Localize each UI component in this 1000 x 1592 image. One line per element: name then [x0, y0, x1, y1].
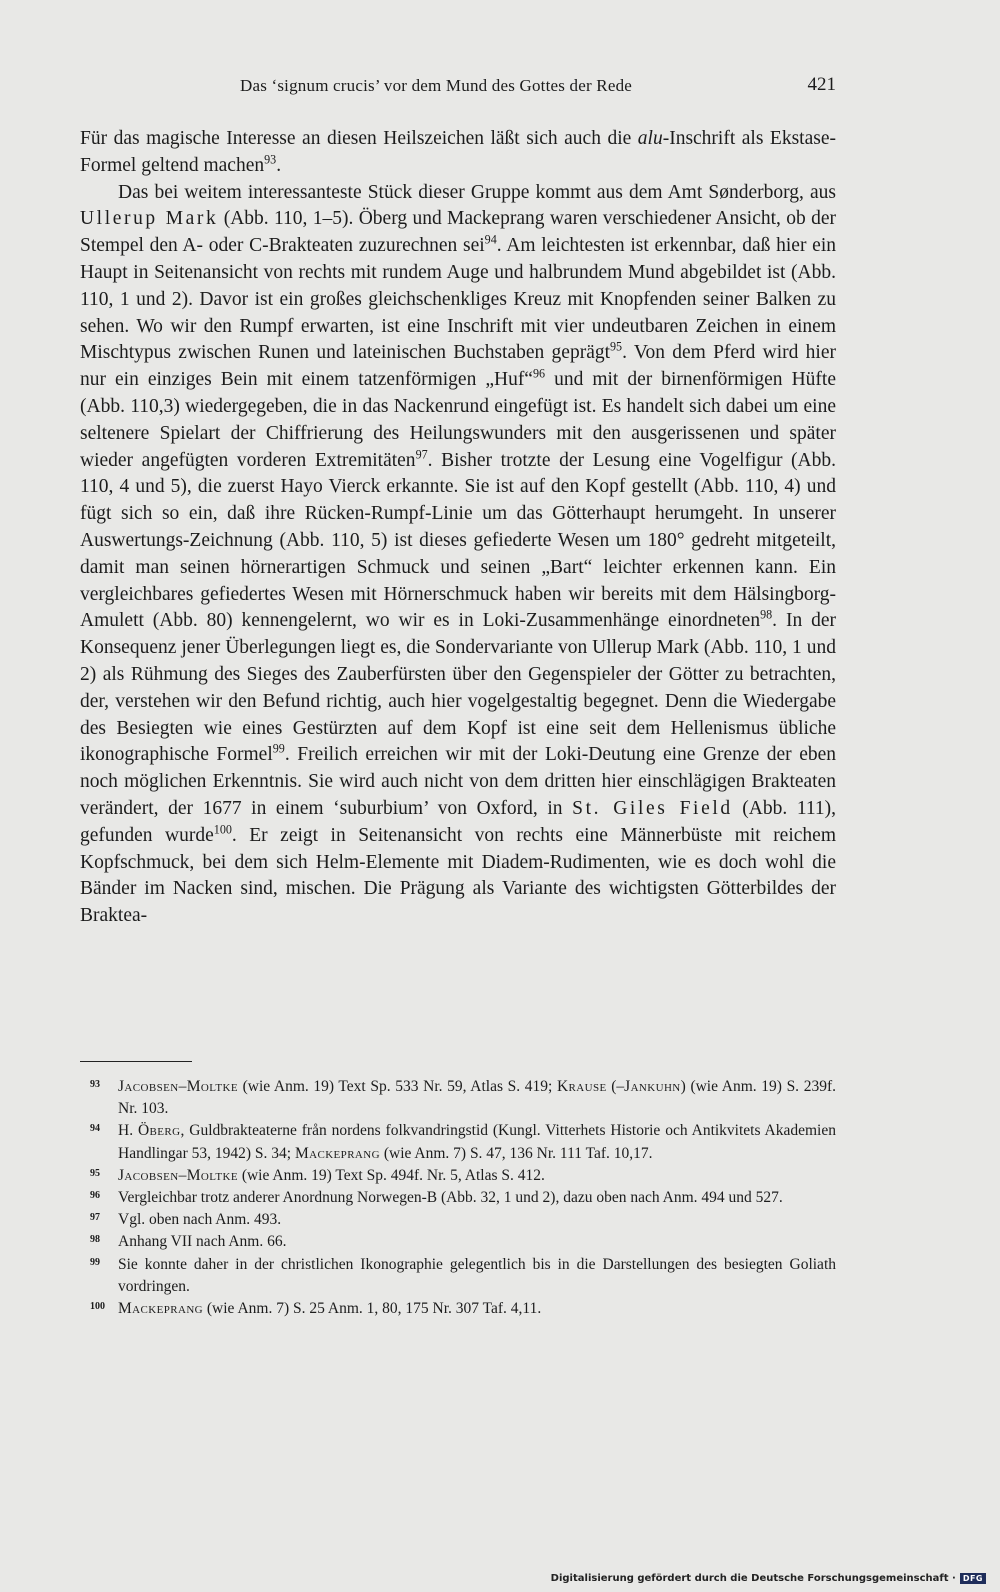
footnote-ref-97[interactable]: 97 [415, 447, 428, 462]
footnote-number: 96 [90, 1190, 100, 1202]
footnote-number: 99 [90, 1256, 100, 1268]
running-title: Das ‘signum crucis’ vor dem Mund des Gottes der Rede [240, 76, 633, 95]
footnote-96: 96 Vergleichbar trotz anderer Anordnung Norwegen-B (Abb. 32, 1 und 2), dazu oben nach Anm. 494 und 527. [90, 1189, 783, 1207]
footnote-number: 98 [90, 1234, 100, 1246]
footnote-93: 93 Jacobsen–Moltke (wie Anm. 19) Text Sp. 533 Nr. 59, Atlas S. 419; Krause (–Jankuhn) (wie Anm. 19) S. 239f. Nr. 103. [90, 1078, 836, 1118]
footnotes [80, 1076, 836, 1320]
paragraph-1: Für das magische Interesse an diesen Heilszeichen läßt sich auch die alu-Inschrift als Ekstase-Formel geltend machen$^{93}$. [80, 128, 836, 176]
footnote-98: 98 Anhang VII nach Anm. 66. [90, 1233, 287, 1251]
credit-text: Digitalisierung gefördert durch die Deutsche Forschungsgemeinschaft · [550, 1573, 956, 1584]
digitization-credit [551, 1573, 986, 1584]
footnote-99: 99 Sie konnte daher in der christlichen Ikonographie gelegentlich bis in die Darstellungen des besiegten Goliath vordringen. [90, 1255, 836, 1295]
footnote-100: 100 Mackeprang (wie Anm. 7) S. 25 Anm. 1, 80, 175 Nr. 307 Taf. 4,11. [90, 1300, 542, 1318]
footnote-ref-100[interactable]: 100 [213, 822, 232, 837]
footnote-ref-98[interactable]: 98 [760, 607, 773, 622]
alu-inscription: alu [637, 128, 663, 149]
footnote-ref-99[interactable]: 99 [272, 741, 285, 756]
paragraph-2: Das bei weitem interessanteste Stück dieser Gruppe kommt aus dem Amt Sønderborg, aus Ullerup Mark (Abb. 110, 1–5). Öberg und Mackeprang waren verschiedener Ansicht, ob der Stempel den A- oder C-Brakteaten zuzurechnen sei$^{94}$. Am leichtesten ist erkennbar, daß hier ein Haupt in Seitenansicht von rechts mit rundem Auge und halbrundem Mund abgebildet ist (Abb. 110, 1 und 2). Davor ist ein großes gleichschenkliges Kreuz mit Knopfenden seiner Balken zu sehen. Wo wir den Rumpf erwarten, ist eine Inschrift mit vier undeutbaren Zeichen in einem Mischtypus zwischen Runen und lateinischen Buchstaben geprägt$^{95}$. Von dem Pferd wird hier nur ein einziges Bein mit einem tatzenförmigen „Huf“$^{96}$ und mit der birnenförmigen Hüfte (Abb. 110,3) wiedergegeben, die in das Nackenrund eingefügt ist. Es handelt sich dabei um eine seltenere Spielart der Chiffrierung des Heilungswunders mit den ausgerissenen und später wieder angefügten vorderen Extremitäten$^{97}$. Bisher trotzte der Lesung eine Vogelfigur (Abb. 110, 4 und 5), die zuerst Hayo Vierck erkannte. Sie ist auf den Kopf gestellt (Abb. 110, 4) und fügt sich so ein, daß ihre Rücken-Rumpf-Linie um das Götterhaupt herumgeht. In unserer Auswertungs-Zeichnung (Abb. 110, 5) ist dieses gefiederte Wesen um 180° gedreht mitgeteilt, damit man seinen hörnerartigen Schmuck und seinen „Bart“ leichter erkennen kann. Ein vergleichbares gefiedertes Wesen mit Hörnerschmuck haben wir bereits mit dem Hälsingborg-Amulett (Abb. 80) kennengelernt, wo wir es in Loki-Zusammenhänge einordneten$^{98}$. In der Konsequenz jener Überlegungen liegt es, die Sondervariante von Ullerup Mark (Abb. 110, 1 und 2) als Rühmung des Sieges des Zauberfürsten über den Gegenspieler der Götter zu betrachten, der, verstehen wir den Befund richtig, auch hier vogelgestaltig begegnet. Denn die Wiedergabe des Besiegten wie eines Gestürzten auf dem Kopf ist eine seit dem Hellenismus übliche ikonographische Formel$^{99}$. Freilich erreichen wir mit der Loki-Deutung eine Grenze der eben noch möglichen Erkenntnis. Sie wird auch nicht von dem dritten hier einschlägigen Brakteaten verändert, der 1677 in einem ‘suburbium’ von Oxford, in St. Giles Field (Abb. 111), gefunden wurde$^{100}$. Er zeigt in Seitenansicht von rechts eine Männerbüste mit reichem Kopfschmuck, bei dem sich Helm-Elemente mit Diadem-Rudimenten, wie es doch wohl die Bänder im Nacken sind, mischen. Die Prägung als Variante des wichtigsten Götterbildes der Braktea- [80, 181, 837, 927]
site-name-ullerup-mark: Ullerup Mark [80, 208, 219, 230]
footnote-number: 95 [90, 1167, 100, 1179]
footnote-ref-95[interactable]: 95 [610, 339, 623, 354]
footnote-94: 94 H. Öberg, Guldbrakteaterne från nordens folkvandringstid (Kungl. Vitterhets Historie och Antikvitets Akademien Handlingar 53, 1942) S. 34; Mackeprang (wie Anm. 7) S. 47, 136 Nr. 111 Taf. 10,17. [90, 1122, 836, 1162]
footnote-number: 97 [90, 1212, 100, 1224]
footnote-97: 97 Vgl. oben nach Anm. 493. [90, 1211, 282, 1229]
footnote-number: 94 [90, 1123, 100, 1135]
footnote-ref-93[interactable]: 93 [264, 152, 277, 167]
page-header [80, 76, 836, 106]
footnote-separator [80, 1061, 192, 1062]
footnote-ref-96[interactable]: 96 [532, 366, 546, 381]
footnote-95: 95 Jacobsen–Moltke (wie Anm. 19) Text Sp. 494f. Nr. 5, Atlas S. 412. [90, 1166, 545, 1184]
footnote-ref-94[interactable]: 94 [484, 232, 497, 247]
dfg-logo-icon: DFG [960, 1573, 986, 1584]
footnote-number: 100 [90, 1301, 105, 1313]
site-name-st-giles-field: St. Giles Field [572, 797, 733, 819]
page-number: 421 [807, 74, 836, 95]
footnote-number: 93 [90, 1079, 100, 1090]
body-text [80, 126, 836, 930]
